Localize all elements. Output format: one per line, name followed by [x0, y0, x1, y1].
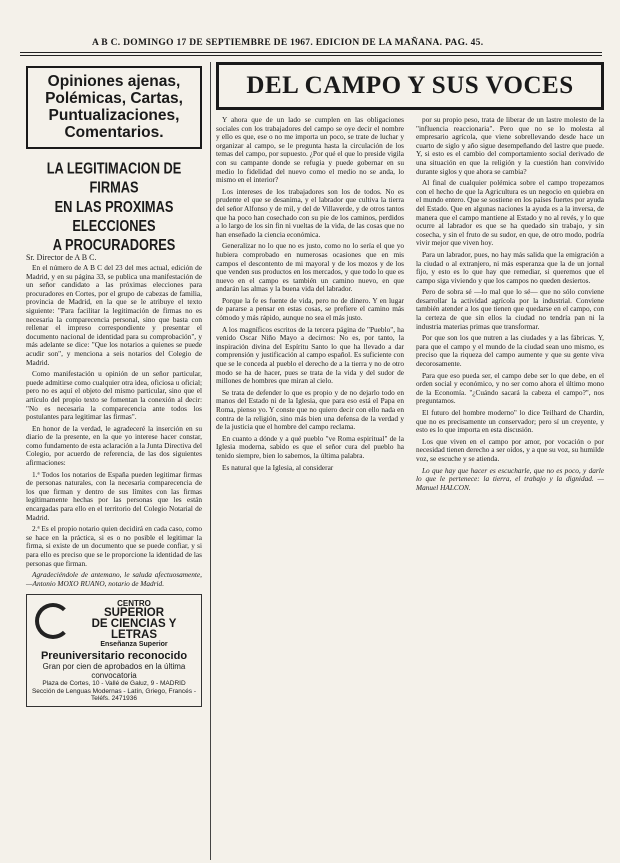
article-paragraph: por su propio peso, trata de liberar de un lastre molesto de la "influencia reaccionaria". Pero que no se lo molesta al empresario agrícola, que viene sobrellevando desde hace un cuarto de siglo y año sigue desempeñando del lastre que puede. Y, si esto es el cambio del comportamiento social derivado de una situación en que la religión y la cuestión han convivido durante siglos y que ahora se cambia? — [416, 115, 604, 176]
article-column-2 — [416, 116, 604, 495]
ad-line: Sección de Lenguas Modernas - Latín, Griego, Francés - Teléfs. 2471936 — [31, 687, 197, 703]
article-paragraph: Generalizar no lo que no es justo, como no lo sería el que yo hubiera comprobado en numerosas ocasiones que en mis campos el descontento de mi mayoral y de los mozos y de los que venden sus productos en los mercados, y que todo lo que es nuevo en el campo es también un camino nuevo, en que andarán las almas y la buena vida del labrador. — [216, 241, 404, 294]
article-paragraph: Se trata de defender lo que es propio y de no dejarlo todo en manos del Estado ni de la Iglesia, que para eso está el Papa en Roma, pienso yo. Y conste que no quiero decir con ello nada en contra de la religión, sino más bien una defensa de la verdad y de la justicia que el hombre del campo reclama. — [216, 387, 404, 432]
article-paragraph: A los magníficos escritos de la tercera página de "Pueblo", ha venido Oscar Niño Mayo a decirnos: No es, por tanto, la inspiración divina del Espíritu Santo lo que ha llevado a dar comprensión y justificación al campo español. Es suficiente con que se le conceda al pueblo el derecho de a la tierra y no de otro modo se ha de hacer, pues se trata de la vida y del sudor de millones de hombres que miran al cielo. — [216, 324, 404, 386]
article-paragraph: Los que viven en el campo por amor, por vocación o por necesidad tienen derecho a ser oídos, y a que su voz, su humilde voz, se escuche y se atienda. — [416, 436, 604, 463]
ad-line: CENTRO — [117, 599, 151, 609]
article-paragraph: Porque la fe es fuente de vida, pero no de dinero. Y en lugar de pararse a pensar en estas cosas, se prefiere el camino más cómodo y más rápido, aunque no sea el más justo. — [216, 295, 404, 323]
opinion-line: Comentarios. — [64, 124, 164, 141]
article-paragraph: Pero de sobra sé —lo mal que lo sé— que no sólo conviene desarrollar la actividad agrícola por la industrial. Conviene también atender a los que tienen que quedarse en el campo, con la certeza de que sin ellos la ciudad no tendría pan ni la industria materias primas que transformar. — [416, 287, 604, 331]
opinion-box — [26, 66, 202, 149]
article-paragraph: Es natural que la Iglesia, al considerar — [222, 462, 334, 472]
ad-line: Preuniversitario reconocido — [40, 650, 188, 663]
letter-signature: Agradeciéndole de antemano, le saluda afectuosamente, —Antonio MOXO RUANO, notario de Madrid. — [26, 570, 202, 588]
letter-paragraph: En el número de A B C del 23 del mes actual, edición de Madrid, y en su página 33, se publica una manifestación de un señor candidato a las próximas elecciones para procuradores en Cortes, por el grupo de cabezas de familia, provincia de Madrid, en la que se le atribuye el texto siguiente: "Para facilitar la legitimación de firmas no es necesaria la comparecencia personal, sino que basta con rellenar el impreso correspondiente y presentar el documento nacional de identidad para su comprobación", y más adelante se dice: "Que los notarios a quienes se puede acudir son", y menciona a seis notarios del Colegio de Madrid. — [26, 263, 202, 367]
article-paragraph: Para que eso pueda ser, el campo debe ser lo que debe, en el orden social y económico, y no ser como ahora el último mono de la Economía. "¿Cuándo sacará la cabeza el campo?", nos preguntamos. — [416, 370, 604, 406]
article-paragraph: Y ahora que de un lado se cumplen en las obligaciones sociales con los trabajadores del campo se oye decir el nombre y ello es que, ese o no me importa un poco, se trate de luchar y organizar al campo, se le pregunta hasta la circulación de los temas del campo, por supuesto. ¿Por qué el que lo preside vigila con su campante donde se refugia y puede gobernar en su medio lo fidelidad del nuevo como el medio no se anda, lo mismo en el interior? — [216, 115, 404, 185]
ad-line: SUPERIOR — [103, 607, 165, 620]
article-column-1 — [216, 116, 404, 495]
article-paragraph: En cuanto a dónde y a qué pueblo "ve Roma espiritual" de la Iglesia moderna, sabido es que el señor cura del pueblo ha tenido siempre, bien lo sabemos, la última palabra. — [216, 433, 404, 460]
letter-paragraph: 1.ª Todos los notarios de España pueden legitimar firmas de personas naturales, con la necesaria comparecencia de los que firman y dentro de sus límites con las firmas legítimamente hechas por las personas que les están encargadas para ello en el territorio del Colegio Notarial de Madrid. — [26, 469, 202, 522]
opinion-line: Opiniones ajenas, — [47, 73, 181, 90]
school-advertisement — [26, 594, 202, 707]
left-column — [26, 66, 202, 707]
column-divider — [210, 62, 211, 860]
headline-line: LA LEGITIMACION DE FIRMAS — [46, 159, 182, 197]
header-rule-double — [20, 55, 602, 56]
article-paragraph: Para un labrador, pues, no hay más salida que la emigración a la ciudad o al extranjero, ni más esperanza que la de un jornal fijo, y esto es lo que hay que remediar, si queremos que el campo siga viviendo y que los campos no queden desiertos. — [416, 249, 604, 285]
letter-headline — [26, 159, 202, 255]
opinion-line: Puntualizaciones, — [48, 107, 180, 124]
school-logo-icon — [35, 603, 71, 639]
header-rule — [20, 52, 602, 53]
article-paragraph: Por que son los que nutren a las ciudades y a las fábricas. Y, para que el campo y el mundo de la ciudad sean uno mismo, es preciso que la riqueza del campo aumente y que su gente viva decorosamente. — [416, 333, 604, 369]
letter-paragraph: 2.ª Es el propio notario quien decidirá en cada caso, como se hace en la práctica, si es o no posible el legitimar la firma, si existe de un documento que se puede confiar, y si para ello es preciso que se le proporcione la identidad de las personas que firman. — [26, 524, 202, 568]
letter-paragraph: En honor de la verdad, le agradeceré la inserción en su diario de la presente, en la que yo interese hacer constar, como fundamento de esta aclaración a la Junta Directiva del Colegio, por acuerdo de referencia, de las dos siguientes afirmaciones: — [26, 423, 202, 468]
article-paragraph: Los intereses de los trabajadores son los de todos. No es prudente el que se desanima, y el labrador que cultiva la tierra del señor Alfonso y de mil, y del de Villaverde, y de otros tantos que ha poco han cosechado con su pie de los caminos, perdidos a lo largo de los sin fin ni vueltas de la vida, de las cosas que no han enseñado la ciencia económica. — [216, 186, 404, 239]
page-header: A B C. DOMINGO 17 DE SEPTIEMBRE DE 1967. EDICION DE LA MAÑANA. PAG. 45. — [92, 38, 484, 48]
article-signature: Lo que hay que hacer es escucharle, que no es poco, y darle lo que le pertenece: la tierra, el trabajo y la dignidad. —Manuel HALCON. — [416, 465, 604, 492]
article-paragraph: El futuro del hombre moderno" lo dice Teilhard de Chardin, que no es precisamente un conservador; pero sí un creyente, y esto es lo que importa en esta discusión. — [416, 408, 604, 435]
headline-line: EN LAS PROXIMAS ELECCIONES — [54, 197, 174, 235]
ad-line: Gran por cien de aprobados en la última convocatoria — [42, 662, 186, 681]
ad-line: Plaza de Cortes, 10 - Vallé de Galuz, 9 - MADRID — [42, 680, 186, 688]
headline-line: A PROCURADORES — [52, 235, 176, 254]
ad-line: Enseñanza Superior — [100, 641, 168, 649]
letter-salutation: Sr. Director de A B C. — [26, 253, 97, 262]
article-title: DEL CAMPO Y SUS VOCES — [216, 62, 604, 110]
ad-line: DE CIENCIAS Y LETRAS — [91, 618, 177, 642]
letter-body — [26, 253, 202, 588]
letter-paragraph: Como manifestación u opinión de un señor particular, puede admitirse como cualquier otra idea, oficiosa u oficial; pero no es aquí el objeto del mismo particular, sino que el artículo del propio texto se fomentan la conexión al decir: "No es necesaria la comparecencia ante todos los postulantes para legitimar las firmas". — [26, 369, 202, 422]
opinion-line: Polémicas, Cartas, — [45, 90, 183, 107]
article-paragraph: Al final de cualquier polémica sobre el campo tropezamos con el hecho de que la Agricultura es un negocio en quiebra en el mundo entero. Que se sostiene en los países fuertes por ayuda del Estado. Que en algunas naciones la ayuda es a la inversa, de manera que el campo mantiene al Estado y no al revés, y lo que ocurre al labrador es que se ha quedado sin trabajo, y sin cosecha, y sin el fruto de su sudor, en que, de otro modo, podría vivir mejor que viven hoy. — [416, 178, 604, 248]
article — [216, 62, 604, 495]
